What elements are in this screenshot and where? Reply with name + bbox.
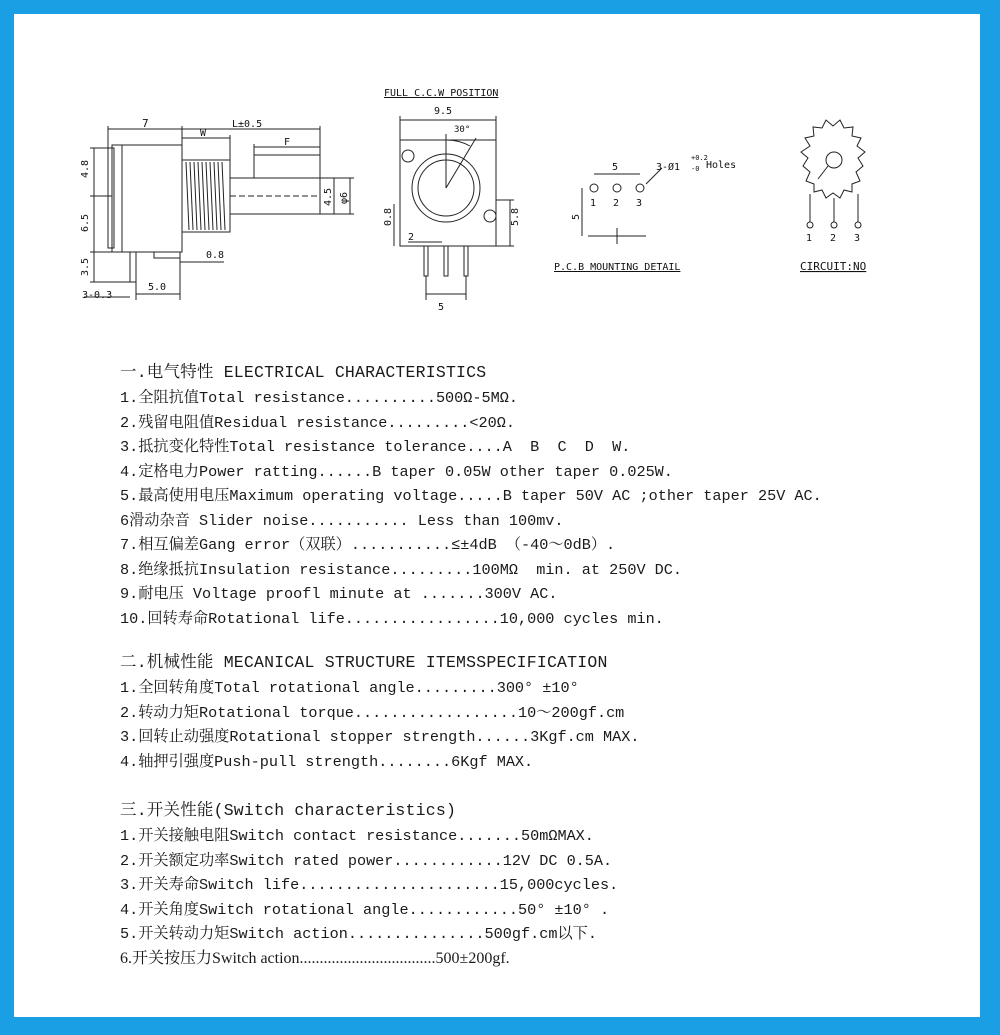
- circuit-terminal-1: [807, 222, 813, 228]
- housing-back-plate: [108, 148, 114, 248]
- pin-middle: [444, 246, 448, 276]
- electrical-item: 9.耐电压 Voltage proofl minute at .......300V AC.: [120, 585, 558, 603]
- mechanical-section: [120, 650, 639, 774]
- label-0-8-front: 0.8: [383, 207, 394, 226]
- pcb-pin-2: 2: [613, 198, 620, 209]
- circuit-title: CIRCUIT:NO: [800, 260, 867, 273]
- pcb-mounting-detail: [554, 154, 736, 273]
- electrical-item: 2.残留电阻值Residual resistance.........<20Ω.: [120, 413, 515, 432]
- wiper-arm: [818, 166, 828, 179]
- pcb-pin-3: 3: [636, 198, 643, 209]
- label-7: 7: [142, 117, 149, 130]
- shaft-flat: [254, 155, 320, 178]
- terminal-base: [154, 252, 180, 258]
- pcb-holes-tol-minus: -0: [691, 165, 700, 173]
- mechanical-item: 4.轴押引强度Push-pull strength........6Kgf MAX.: [120, 752, 534, 771]
- mount-hole-right: [484, 210, 496, 222]
- label-w: W: [200, 128, 207, 139]
- switch-item: 4.开关角度Switch rotational angle............50° ±10° .: [120, 900, 610, 919]
- mount-hole-left: [402, 150, 414, 162]
- switch-item: 5.开关转动力矩Switch action...............500gf.cm以下.: [120, 925, 597, 943]
- electrical-item: 10.回转寿命Rotational life.................10,000 cycles min.: [120, 609, 664, 628]
- switch-item: 3.开关寿命Switch life......................15,000cycles.: [120, 876, 619, 894]
- wiper-contact: [826, 152, 842, 168]
- label-phi6: φ6: [339, 191, 350, 204]
- pcb-pin-1: 1: [590, 198, 597, 209]
- electrical-item: 7.相互偏差Gang error（双联）...........≤±4dB （-40～0dB）.: [120, 536, 616, 554]
- pin-right: [464, 246, 468, 276]
- circuit-pin-3: 3: [854, 233, 861, 244]
- label-f: F: [284, 137, 291, 148]
- label-0-8: 0.8: [206, 250, 225, 261]
- pin-left: [424, 246, 428, 276]
- switch-item: 6.开关按压力Switch action..................................500±200gf.: [120, 949, 510, 967]
- label-5-8: 5.8: [510, 207, 521, 226]
- label-3-5: 3.5: [80, 257, 91, 276]
- spec-sheet: [14, 14, 980, 1017]
- electrical-item: 4.定格电力Power ratting......B taper 0.05W other taper 0.025W.: [120, 462, 673, 481]
- terminal-pin: [130, 252, 136, 282]
- pcb-holes-tol-plus: +0.2: [691, 154, 708, 162]
- circuit-diagram: [800, 120, 866, 273]
- mechanical-item: 1.全回转角度Total rotational angle.........300° ±10°: [120, 679, 579, 697]
- electrical-item: 6滑动杂音 Slider noise........... Less than 100mv.: [120, 511, 564, 530]
- pcb-hole-2: [613, 184, 621, 192]
- side-view: [80, 117, 354, 301]
- electrical-item: 1.全阻抗值Total resistance..........500Ω-5MΩ.: [120, 389, 518, 407]
- angle-arc: [446, 140, 470, 146]
- label-2: 2: [408, 232, 415, 243]
- label-9-5: 9.5: [434, 106, 453, 117]
- pcb-hole-3: [636, 184, 644, 192]
- label-3-0-3: 3-0.3: [82, 290, 113, 301]
- pcb-hole-1: [590, 184, 598, 192]
- electrical-item: 5.最高使用电压Maximum operating voltage.....B taper 50V AC ;other taper 25V AC.: [120, 487, 822, 505]
- label-6-5: 6.5: [80, 213, 91, 232]
- label-5-front: 5: [438, 302, 445, 313]
- switch-heading: 三.开关性能(Switch characteristics): [120, 801, 457, 820]
- label-4-8: 4.8: [80, 159, 91, 178]
- electrical-item: 3.抵抗变化特性Total resistance tolerance....A B C D W.: [120, 438, 631, 456]
- resistor-zigzag: [801, 120, 865, 198]
- pcb-title: P.C.B MOUNTING DETAIL: [554, 262, 681, 273]
- electrical-heading: 一.电气特性 ELECTRICAL CHARACTERISTICS: [120, 363, 487, 382]
- switch-section: [120, 798, 618, 971]
- front-view: [383, 88, 521, 313]
- label-l: L±0.5: [232, 119, 263, 130]
- pcb-dim-5-h: 5: [612, 162, 619, 173]
- switch-item: 2.开关额定功率Switch rated power............12V DC 0.5A.: [120, 851, 613, 870]
- circuit-terminal-2: [831, 222, 837, 228]
- bushing-thread: [186, 162, 225, 230]
- switch-item: 1.开关接触电阻Switch contact resistance.......50mΩMAX.: [120, 827, 594, 845]
- pcb-holes-prefix: 3-Ø1: [656, 162, 681, 173]
- circuit-pin-2: 2: [830, 233, 837, 244]
- electrical-item: 8.绝缘抵抗Insulation resistance.........100MΩ min. at 250V DC.: [120, 560, 683, 579]
- technical-drawing: [14, 14, 980, 344]
- electrical-section: [120, 360, 822, 631]
- mechanical-item: 2.转动力矩Rotational torque..................10～200gf.cm: [120, 703, 625, 722]
- mechanical-item: 3.回转止动强度Rotational stopper strength......3Kgf.cm MAX.: [120, 728, 640, 746]
- pcb-dim-5-v: 5: [571, 213, 582, 220]
- label-4-5: 4.5: [323, 187, 334, 206]
- label-5-0: 5.0: [148, 282, 167, 293]
- mechanical-heading: 二.机械性能 MECANICAL STRUCTURE ITEMSSPECIFICATION: [120, 653, 608, 672]
- pcb-holes-suffix: Holes: [706, 160, 737, 171]
- circuit-terminal-3: [855, 222, 861, 228]
- front-view-title: FULL C.C.W POSITION: [384, 88, 499, 99]
- label-30-deg: 30°: [454, 125, 471, 135]
- circuit-pin-1: 1: [806, 233, 813, 244]
